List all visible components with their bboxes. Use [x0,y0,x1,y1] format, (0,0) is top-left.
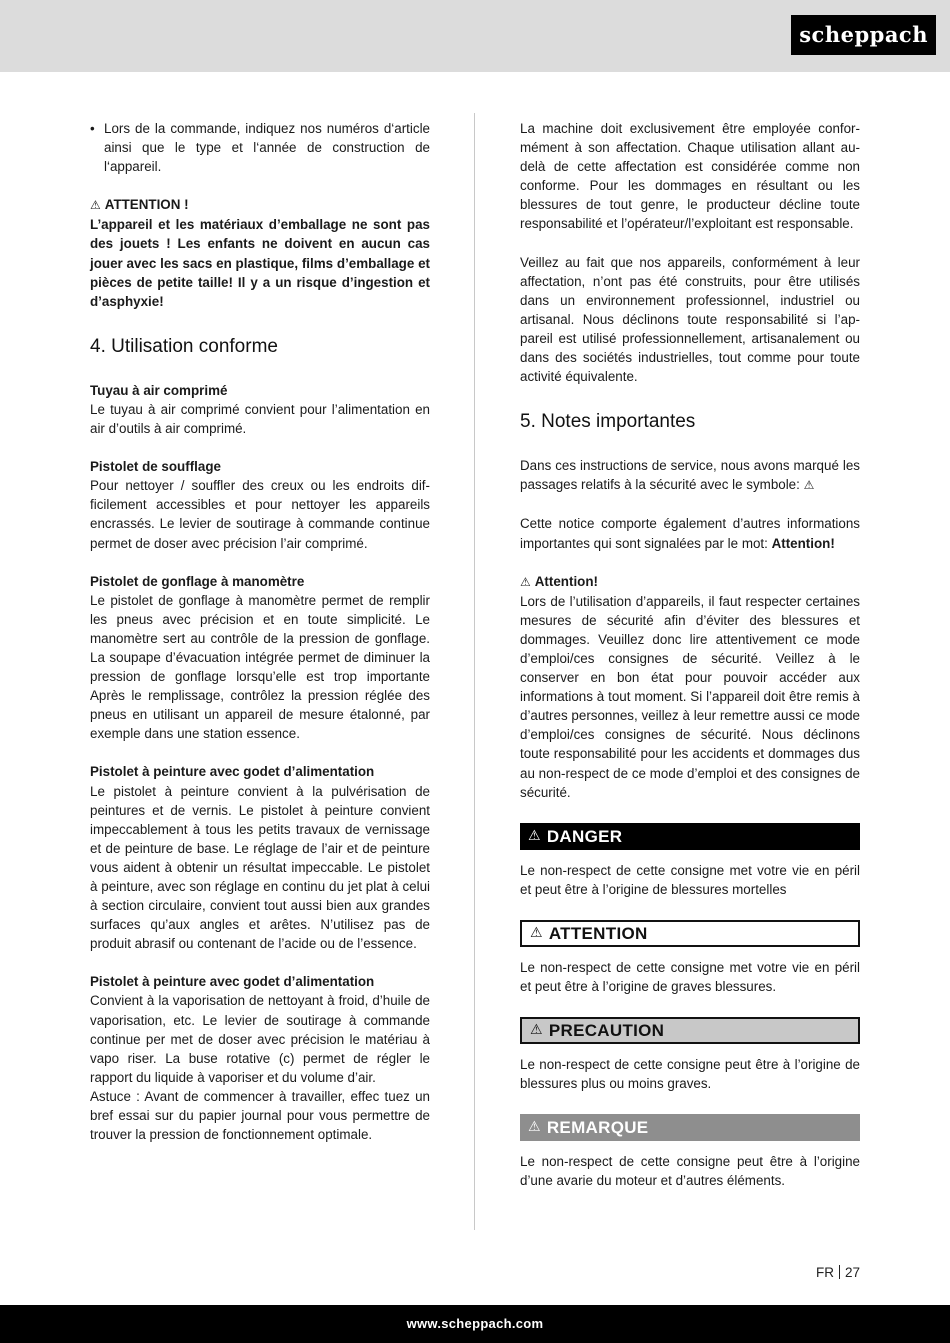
precaution-box [520,1017,860,1044]
column-divider [474,113,475,1230]
precaution-label: PRECAUTION [548,1021,665,1041]
remarque-box [520,1114,860,1141]
item-text: Le tuyau à air comprimé convient pour l’alimentation en air d’outils à air comprimé. [90,401,430,437]
symbol-text: Dans ces instructions de service, nous avons marqué les passages relatifs à la sécurité avec le symbole: [520,458,860,493]
order-bullet-text: Lors de la commande, indiquez nos numéros d‘article ainsi que le type et l‘année de construction de l‘appareil. [104,121,430,175]
remarque-text: Le non-respect de cette consigne peut être à l’origine d’une avarie du moteur et d’autres éléments. [520,1154,860,1189]
item-title: Tuyau à air comprimé [90,382,228,398]
footer-bar [0,1305,950,1343]
professional-use-paragraph: Veillez au fait que nos appareils, conformément à leur affectation, n’ont pas été construits, pour être utilisés dans un environnement professionnel, industriel ou artisanal. Nous déclinons toute responsabilité si l’appareil est utilisé professionnellement, artisanalement ou dans des sociétés industrielles, tout comme pour toute activité équivalente. [520,254,860,385]
item-text: Pour nettoyer / souffler des creux ou les endroits difficilement accessibles et pour nettoyer les appareils encrassés. Le levier de soutirage à commande continue permet de doser avec précision l’air comprimé. [90,478,430,551]
warning-triangle-icon: ⚠ [520,574,531,589]
attention-box-text: Le non-respect de cette consigne met votre vie en péril et peut être à l’origine de graves blessures. [520,959,860,994]
attention-label: ATTENTION [548,923,648,943]
item-text: Le pistolet de gonflage à manomètre permet de remplir les pneus avec précision et en toute simplicité. Le manomètre sert au contrôle de la pression de gonflage. La soupape d’évacuation intégrée permet de diminuer la pression de gonflage lorsqu’elle est trop importante Après le remplissage, contrôlez la pression réglée des pneus en utilisant un appareil de mesure étalonné, par exemple dans une station essence. [90,592,430,742]
page-separator [839,1265,840,1279]
left-column [90,119,430,1144]
tip-text: Astuce : Avant de commencer à travailler, effec tuez un bref essai sur du papier journal pour vous permettre de trouver la pression de fonctionnement optimale. [90,1088,430,1143]
attention-heading [90,195,430,215]
warning-triangle-icon: ⚠ [90,198,101,213]
attention-box [520,920,860,947]
remarque-label: REMARQUE [546,1118,649,1138]
attention-text: L’appareil et les matériaux d’emballage ne sont pas des jouets ! Les enfants ne doivent en aucun cas jouer avec les sacs en plastique, films d’emballage et pièces de petite taille! Il y a un risque d’ingestion et d’asphyxie! [90,217,430,309]
symbol-paragraph [520,456,860,495]
order-bullet [90,119,430,176]
notice-keyword: Attention! [771,535,835,551]
item-title: Pistolet à peinture avec godet d’alimentation [90,974,375,990]
warning-triangle-icon: ⚠ [530,1022,543,1039]
attention-heading [520,572,860,592]
bullet-dot: • [90,121,95,136]
header-bar [0,0,950,72]
item-text: Convient à la vaporisation de nettoyant à froid, d’huile de vaporisation, etc. Le levier de soutirage à commande continue per met de doser avec précision le matériau à vapo riser. La buse rotative (c) permet de régler le rapport du liquide à vaporiser et du volume d’air. [90,993,430,1085]
danger-label: DANGER [546,826,623,846]
notice-paragraph [520,514,860,552]
item-title: Pistolet à peinture avec godet d’alimentation [90,764,375,780]
language-code: FR [815,1265,834,1280]
notice-text: Cette notice comporte également d’autres informations importantes qui sont signalées par le mot: [520,516,860,551]
conformity-paragraph: La machine doit exclusivement être employée conformément à son affectation. Chaque utilisation allant au-delà de cette affectation est considérée comme non conforme. Pour les dommages en résultant ou les blessures de tout genre, le producteur décline toute responsabilité et l’opérateur/l’exploitant est responsable. [520,121,860,232]
item-title: Pistolet de soufflage [90,459,221,475]
brand-logo: scheppach [791,15,936,55]
right-column [520,119,860,1190]
website-url: www.scheppach.com [406,1316,544,1331]
warning-triangle-icon: ⚠ [803,478,815,493]
precaution-text: Le non-respect de cette consigne peut être à l’origine de blessures plus ou moins graves. [520,1057,860,1092]
warning-triangle-icon: ⚠ [530,924,543,941]
attention-title: ATTENTION ! [104,197,189,213]
item-text: Le pistolet à peinture convient à la pulvérisation de peintures et de vernis. Le pistolet à peinture convient impeccablement à tous les petits travaux de vernissage et de peinture de base. Le réglage de l’air et de peinture vous aident à obtenir un résultat impeccable. Le pistolet à peinture, avec son réglage en continu du jet plat à celui à section circulaire, convient tout aussi bien aux grandes surfaces qu’aux angles et arêtes. N’utilisez pas de produit abrasif ou contenant de l’acide ou de l’essence. [90,783,430,952]
item-title: Pistolet de gonflage à manomètre [90,573,305,589]
danger-text: Le non-respect de cette consigne met votre vie en péril et peut être à l’origine de blessures mortelles [520,862,860,897]
warning-triangle-icon: ⚠ [528,1119,541,1136]
attention-title: Attention! [534,573,598,589]
section-4-title: 4. Utilisation conforme [90,335,278,357]
section-5-title: 5. Notes importantes [520,411,696,433]
attention-text: Lors de l’utilisation d’appareils, il faut respecter certaines mesures de sécurité afin d’éviter des blessures et dommages. Veuillez donc lire attentivement ce mode d’emploi/ces consignes de sécurité. Veillez à le conserver en bon état pour pouvoir accéder aux informations à tout moment. Si l’appareil doit être remis à d’autres personnes, veillez à leur remettre aussi ce mode d’emploi/ces consignes de sécurité. Nous déclinons toute responsabilité pour les accidents et dommages dus au non-respect de ce mode d’emploi et des consignes de sécurité. [520,593,860,800]
danger-box [520,823,860,850]
warning-triangle-icon: ⚠ [528,827,541,844]
page-value: 27 [844,1265,860,1280]
page-number [816,1265,860,1280]
